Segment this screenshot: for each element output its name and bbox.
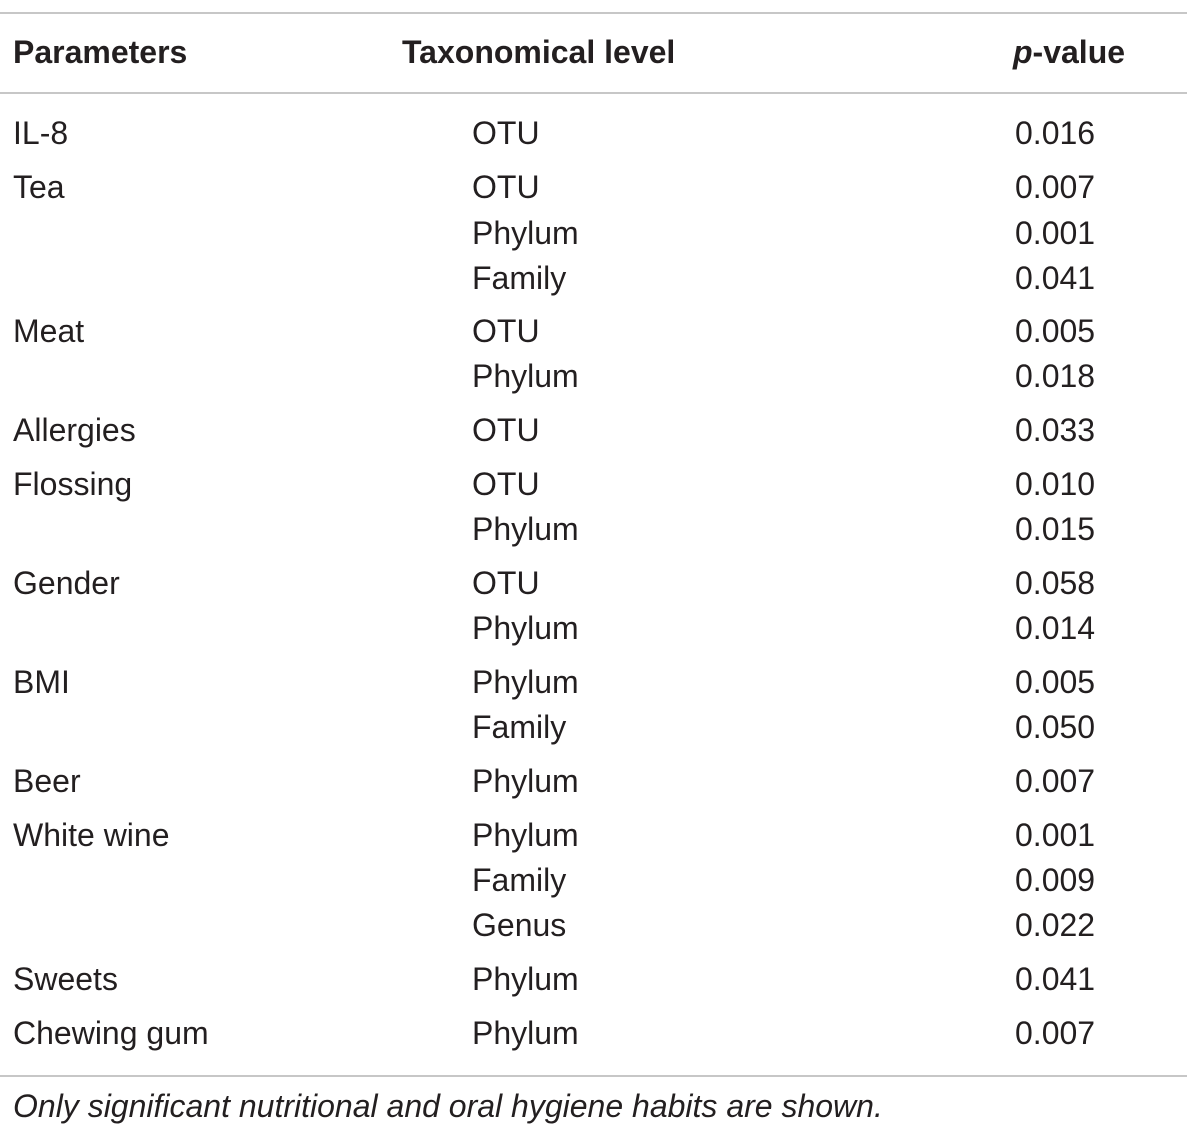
cell-taxonomical-level: Genus <box>472 907 567 943</box>
cell-taxonomical-level: Phylum <box>472 215 579 251</box>
cell-p-value: 0.033 <box>1015 412 1096 448</box>
cell-taxonomical-level: OTU <box>472 115 540 151</box>
cell-parameter: IL-8 <box>13 115 69 151</box>
cell-p-value: 0.005 <box>1015 664 1096 700</box>
cell-p-value: 0.007 <box>1015 1015 1096 1051</box>
cell-parameter: Tea <box>13 169 65 205</box>
cell-p-value: 0.058 <box>1015 565 1096 601</box>
cell-p-value: 0.007 <box>1015 763 1096 799</box>
cell-p-value: 0.015 <box>1015 511 1096 547</box>
cell-taxonomical-level: Phylum <box>472 358 579 394</box>
cell-p-value: 0.005 <box>1015 313 1096 349</box>
cell-taxonomical-level: Family <box>472 709 567 745</box>
cell-p-value: 0.007 <box>1015 169 1096 205</box>
cell-taxonomical-level: OTU <box>472 169 540 205</box>
cell-parameter: Allergies <box>13 412 136 448</box>
header-taxonomical-level: Taxonomical level <box>402 34 676 70</box>
cell-taxonomical-level: OTU <box>472 412 540 448</box>
cell-parameter: Chewing gum <box>13 1015 209 1051</box>
cell-taxonomical-level: Phylum <box>472 817 579 853</box>
cell-taxonomical-level: Phylum <box>472 1015 579 1051</box>
cell-taxonomical-level: OTU <box>472 313 540 349</box>
table-bottom-rule <box>0 1075 1187 1077</box>
cell-taxonomical-level: Phylum <box>472 610 579 646</box>
cell-taxonomical-level: Phylum <box>472 664 579 700</box>
cell-taxonomical-level: Phylum <box>472 961 579 997</box>
cell-taxonomical-level: Phylum <box>472 511 579 547</box>
cell-parameter: Sweets <box>13 961 118 997</box>
cell-taxonomical-level: OTU <box>472 466 540 502</box>
cell-taxonomical-level: Family <box>472 260 567 296</box>
cell-p-value: 0.009 <box>1015 862 1096 898</box>
cell-parameter: BMI <box>13 664 70 700</box>
cell-parameter: Flossing <box>13 466 133 502</box>
cell-p-value: 0.022 <box>1015 907 1096 943</box>
cell-p-value: 0.041 <box>1015 260 1096 296</box>
table-footnote: Only significant nutritional and oral hygiene habits are shown. <box>13 1088 883 1124</box>
cell-p-value: 0.014 <box>1015 610 1096 646</box>
header-parameters: Parameters <box>13 34 188 70</box>
cell-parameter: White wine <box>13 817 170 853</box>
cell-p-value: 0.010 <box>1015 466 1096 502</box>
cell-taxonomical-level: Family <box>472 862 567 898</box>
cell-p-value: 0.018 <box>1015 358 1096 394</box>
cell-parameter: Meat <box>13 313 85 349</box>
table-header-rule <box>0 92 1187 94</box>
header-p-suffix: -value <box>1032 34 1126 70</box>
cell-parameter: Beer <box>13 763 81 799</box>
cell-p-value: 0.001 <box>1015 817 1096 853</box>
cell-taxonomical-level: OTU <box>472 565 540 601</box>
cell-taxonomical-level: Phylum <box>472 763 579 799</box>
cell-p-value: 0.016 <box>1015 115 1096 151</box>
cell-p-value: 0.001 <box>1015 215 1096 251</box>
cell-parameter: Gender <box>13 565 120 601</box>
table-top-rule <box>0 12 1187 14</box>
cell-p-value: 0.041 <box>1015 961 1096 997</box>
cell-p-value: 0.050 <box>1015 709 1096 745</box>
header-p-value <box>1013 32 1125 72</box>
header-p-italic: p <box>1013 34 1033 70</box>
